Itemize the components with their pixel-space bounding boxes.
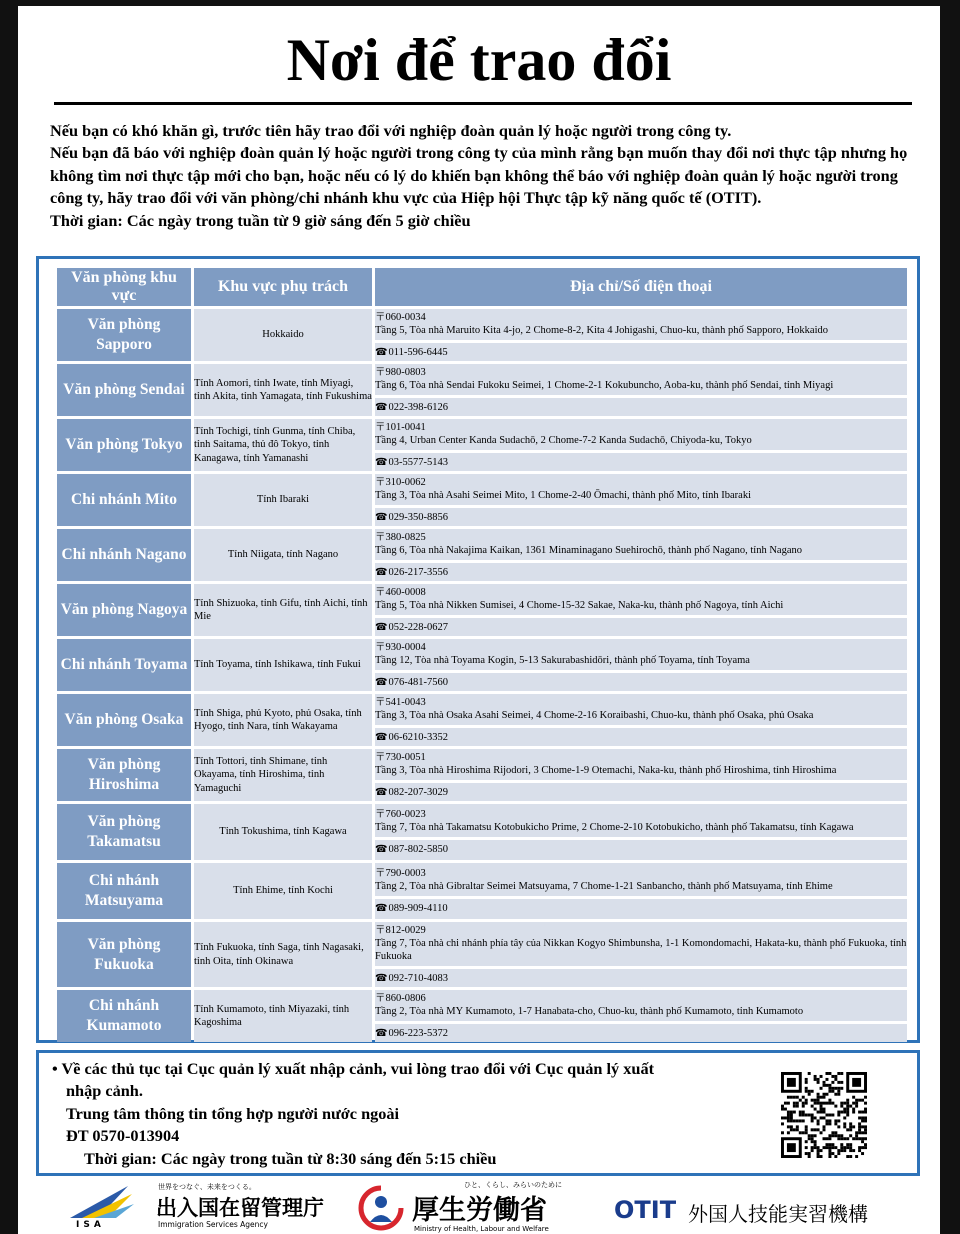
immigration-center: Trung tâm thông tin tổng hợp người nước ngoài [66,1103,400,1123]
immigration-phone: ĐT 0570-013904 [66,1126,180,1146]
postal-mark-icon: 〒 [375,809,386,820]
office-address-cell [375,419,907,471]
address-block [375,419,907,453]
table-row [57,863,907,919]
mhlw-name: 厚生労働省 [412,1195,547,1226]
immigration-info [52,1058,772,1170]
address-block [375,639,907,673]
office-address-cell [375,309,907,361]
office-address-cell [375,694,907,746]
office-area: Tỉnh Kumamoto, tỉnh Miyazaki, tỉnh Kagoshima [194,990,372,1042]
phone-line [375,969,907,987]
office-area: Tỉnh Niigata, tỉnh Nagano [194,529,372,581]
office-name [57,474,191,526]
office-address-cell [375,474,907,526]
office-area: Tỉnh Ehime, tỉnh Kochi [194,863,372,919]
office-name [57,990,191,1042]
phone-number[interactable]: 029-350-8856 [388,512,448,523]
office-area: Tỉnh Tokushima, tỉnh Kagawa [194,804,372,860]
address-text: Tầng 2, Tòa nhà MY Kumamoto, 1-7 Hanabata-cho, Chuo-ku, thành phố Kumamoto, tỉnh Kumamoto [375,1006,804,1017]
phone-icon: ☎ [375,622,388,633]
phone-number[interactable]: 011-596-6445 [388,347,448,358]
office-name-text: Văn phòng Fukuoka [87,935,161,973]
table-row [57,529,907,581]
phone-number[interactable]: 087-802-5850 [388,844,448,855]
intro-paragraph-2: Nếu bạn đã báo với nghiệp đoàn quản lý hoặc người trong công ty của mình rằng bạn muốn thay đổi nơi thực tập nhưng họ không tìm nơi thực tập mới cho bạn, hoặc nếu có lý do khiến bạn không thể báo với nghiệp đoàn quản lý hoặc người trong công ty, hãy trao đổi với văn phòng/chi nhánh khu vực của Hiệp hội Thực tập kỹ năng quốc tế (OTIT). [50,143,908,208]
address-text: Tầng 7, Tòa nhà Takamatsu Kotobukicho Prime, 2 Chome-2-10 Kotobukicho, thành phố Takamatsu, tỉnh Kagawa [375,822,854,833]
notice-page [18,6,940,1234]
office-area: Tỉnh Shiga, phủ Kyoto, phủ Osaka, tỉnh Hyogo, tỉnh Nara, tỉnh Wakayama [194,694,372,746]
phone-line [375,508,907,526]
phone-icon: ☎ [375,732,388,743]
phone-number[interactable]: 03-5577-5143 [388,457,448,468]
phone-line [375,899,907,917]
office-address-cell [375,922,907,987]
footer-logos [18,1180,940,1234]
postal-mark-icon: 〒 [375,422,386,433]
address-text: Tầng 3, Tòa nhà Osaka Asahi Seimei, 4 Chome-2-16 Koraibashi, Chuo-ku, thành phố Osaka, phủ Osaka [375,710,814,721]
isa-tagline: 世界をつなぐ、未来をつくる。 [158,1183,256,1191]
phone-number[interactable]: 082-207-3029 [388,787,448,798]
table-row [57,804,907,860]
postal-mark-icon: 〒 [375,925,386,936]
postal-code-value: 930-0004 [385,642,426,653]
postal-mark-icon: 〒 [375,367,386,378]
postal-code-value: 860-0806 [385,993,426,1004]
office-name [57,584,191,636]
table-row [57,749,907,801]
phone-icon: ☎ [375,512,388,523]
address-text: Tầng 2, Tòa nhà Gibraltar Seimei Matsuyama, 7 Chome-1-21 Sanbancho, thành phố Matsuyama, tỉnh Ehime [375,881,833,892]
office-address-cell [375,804,907,860]
office-name-text: Chi nhánh Mito [71,491,177,508]
postal-code [375,421,907,434]
postal-code [375,366,907,379]
address-text: Tầng 5, Tòa nhà Maruito Kita 4-jo, 2 Chome-8-2, Kita 4 Johigashi, Chuo-ku, thành phố Sapporo, Hokkaido [375,325,828,336]
table-row [57,639,907,691]
phone-number[interactable]: 022-398-6126 [388,402,448,413]
address-block [375,865,907,899]
postal-mark-icon: 〒 [375,477,386,488]
office-area: Hokkaido [194,309,372,361]
postal-code-value: 541-0043 [385,697,426,708]
office-area: Tỉnh Aomori, tỉnh Iwate, tỉnh Miyagi, tỉnh Akita, tỉnh Yamagata, tỉnh Fukushima [194,364,372,416]
office-area: Tỉnh Fukuoka, tỉnh Saga, tỉnh Nagasaki, tỉnh Oita, tỉnh Okinawa [194,922,372,987]
office-name-text: Văn phòng Nagoya [60,601,188,618]
office-area: Tỉnh Ibaraki [194,474,372,526]
phone-line [375,728,907,746]
office-area: Tỉnh Toyama, tỉnh Ishikawa, tỉnh Fukui [194,639,372,691]
office-area: Tỉnh Shizuoka, tỉnh Gifu, tỉnh Aichi, tỉnh Mie [194,584,372,636]
phone-icon: ☎ [375,567,388,578]
office-address-cell [375,529,907,581]
postal-mark-icon: 〒 [375,697,386,708]
office-name [57,639,191,691]
office-address-cell [375,639,907,691]
table-row [57,309,907,361]
office-name [57,309,191,361]
postal-code [375,867,907,880]
phone-number[interactable]: 026-217-3556 [388,567,448,578]
phone-icon: ☎ [375,973,388,984]
phone-line [375,618,907,636]
phone-number[interactable]: 092-710-4083 [388,973,448,984]
phone-line [375,343,907,361]
immigration-line-1: • Về các thủ tục tại Cục quản lý xuất nhập cảnh, vui lòng trao đổi với Cục quản lý xuất [52,1059,655,1078]
address-text: Tầng 4, Urban Center Kanda Sudachō, 2 Chome-7-2 Kanda Sudachō, Chiyoda-ku, Tokyo [375,435,752,446]
address-block [375,529,907,563]
table-row [57,419,907,471]
office-address-cell [375,990,907,1042]
office-address-cell [375,863,907,919]
phone-icon: ☎ [375,1028,388,1039]
office-name-text: Văn phòng Hiroshima [87,756,161,793]
intro-hours: Thời gian: Các ngày trong tuần từ 9 giờ sáng đến 5 giờ chiều [50,210,471,230]
postal-code [375,751,907,764]
isa-name: 出入国在留管理庁 [156,1196,324,1220]
office-name [57,749,191,801]
phone-icon: ☎ [375,457,388,468]
phone-icon: ☎ [375,903,388,914]
office-name [57,529,191,581]
phone-line [375,783,907,801]
postal-code-value: 060-0034 [385,312,426,323]
address-block [375,364,907,398]
address-text: Tầng 6, Tòa nhà Nakajima Kaikan, 1361 Minaminagano Suehirochō, thành phố Nagano, tỉnh Nagano [375,545,802,556]
address-text: Tầng 6, Tòa nhà Sendai Fukoku Seimei, 1 Chome-2-1 Kokubuncho, Aoba-ku, thành phố Sendai, tỉnh Miyagi [375,380,834,391]
phone-line [375,453,907,471]
office-name-text: Văn phòng Takamatsu [87,813,161,850]
postal-code-value: 101-0041 [385,422,426,433]
postal-mark-icon: 〒 [375,642,386,653]
postal-code [375,992,907,1005]
table-row [57,474,907,526]
page-title: Nơi để trao đổi [286,27,672,93]
isa-logo [66,1180,336,1234]
postal-code-value: 460-0008 [385,587,426,598]
phone-line [375,1024,907,1042]
phone-number[interactable]: 06-6210-3352 [388,732,448,743]
mhlw-english-name: Ministry of Health, Labour and Welfare [414,1225,549,1233]
offices-table [54,265,910,1045]
office-name-text: Văn phòng Tokyo [65,436,183,453]
office-area: Tỉnh Tottori, tỉnh Shimane, tỉnh Okayama, tỉnh Hiroshima, tỉnh Yamaguchi [194,749,372,801]
phone-icon: ☎ [375,677,388,688]
office-name-text: Chi nhánh Nagano [61,546,187,563]
isa-emblem-icon [68,1182,136,1222]
office-address-cell [375,584,907,636]
phone-number[interactable]: 096-223-5372 [388,1028,448,1039]
header-address: Địa chỉ/Số điện thoại [375,268,907,306]
office-name-text: Chi nhánh Matsuyama [84,872,164,909]
office-name-text: Chi nhánh Kumamoto [86,997,162,1034]
address-text: Tầng 7, Tòa nhà chi nhánh phía tây của Nikkan Kogyo Shimbunsha, 1-1 Komondomachi, Hakata-ku, thành phố Fukuoka, tỉnh Fukuoka [375,938,907,962]
postal-code-value: 760-0023 [385,809,426,820]
postal-code-value: 812-0029 [385,925,426,936]
offices-table-body [57,309,907,1042]
phone-line [375,563,907,581]
postal-mark-icon: 〒 [375,532,386,543]
phone-icon: ☎ [375,844,388,855]
qr-code-icon[interactable] [781,1072,867,1158]
address-block [375,309,907,343]
office-name-text: Văn phòng Sendai [63,381,185,398]
postal-mark-icon: 〒 [375,587,386,598]
mhlw-logo [356,1180,596,1234]
phone-number[interactable]: 076-481-7560 [388,677,448,688]
postal-code-value: 730-0051 [385,752,426,763]
address-text: Tầng 5, Tòa nhà Nikken Sumisei, 4 Chome-15-32 Sakae, Naka-ku, thành phố Nagoya, tỉnh Aichi [375,600,784,611]
header-area: Khu vực phụ trách [194,268,372,306]
office-name [57,922,191,987]
postal-code [375,311,907,324]
postal-code-value: 980-0803 [385,367,426,378]
mhlw-tagline: ひと、くらし、みらいのために [464,1181,562,1189]
postal-code [375,641,907,654]
postal-code [375,476,907,489]
immigration-hours: Thời gian: Các ngày trong tuần từ 8:30 sáng đến 5:15 chiều [84,1148,497,1168]
address-block [375,990,907,1024]
mhlw-emblem-icon [356,1182,406,1232]
phone-number[interactable]: 052-228-0627 [388,622,448,633]
office-area: Tỉnh Tochigi, tỉnh Gunma, tỉnh Chiba, tỉnh Saitama, thủ đô Tokyo, tỉnh Kanagawa, tỉnh Yamanashi [194,419,372,471]
address-block [375,584,907,618]
office-name-text: Văn phòng Osaka [64,711,184,728]
table-row [57,694,907,746]
office-name [57,804,191,860]
postal-mark-icon: 〒 [375,993,386,1004]
phone-line [375,398,907,416]
office-name [57,419,191,471]
isa-mark: ISA [76,1220,105,1230]
intro-text [50,120,920,232]
phone-line [375,840,907,858]
immigration-line-2: nhập cảnh. [66,1081,143,1101]
office-name [57,694,191,746]
postal-code [375,808,907,821]
postal-mark-icon: 〒 [375,868,386,879]
office-address-cell [375,749,907,801]
address-block [375,749,907,783]
phone-number[interactable]: 089-909-4110 [388,903,448,914]
title-divider [54,102,912,105]
otit-name: 外国人技能実習機構 [688,1202,868,1226]
office-name [57,364,191,416]
otit-logo [614,1180,914,1234]
postal-code [375,696,907,709]
address-block [375,922,907,969]
intro-paragraph-1: Nếu bạn có khó khăn gì, trước tiên hãy trao đổi với nghiệp đoàn quản lý hoặc người trong công ty. [50,121,732,140]
postal-code-value: 790-0003 [385,868,426,879]
office-address-cell [375,364,907,416]
office-name [57,863,191,919]
table-row [57,584,907,636]
postal-code [375,531,907,544]
isa-english-name: Immigration Services Agency [158,1220,268,1229]
postal-mark-icon: 〒 [375,752,386,763]
address-block [375,806,907,840]
table-row [57,990,907,1042]
office-name-text: Chi nhánh Toyama [60,656,188,673]
table-header-row [57,268,907,306]
otit-mark: OTIT [614,1196,677,1224]
phone-line [375,673,907,691]
postal-mark-icon: 〒 [375,312,386,323]
office-name-text: Văn phòng Sapporo [87,316,161,353]
table-row [57,364,907,416]
postal-code-value: 310-0062 [385,477,426,488]
postal-code [375,924,907,937]
postal-code [375,586,907,599]
phone-icon: ☎ [375,347,388,358]
phone-icon: ☎ [375,787,388,798]
address-text: Tầng 12, Tòa nhà Toyama Kogin, 5-13 Sakurabashidōri, thành phố Toyama, tỉnh Toyama [375,655,750,666]
address-block [375,694,907,728]
table-row [57,922,907,987]
address-block [375,474,907,508]
address-text: Tầng 3, Tòa nhà Asahi Seimei Mito, 1 Chome-2-40 Ōmachi, thành phố Mito, tỉnh Ibaraki [375,490,751,501]
postal-code-value: 380-0825 [385,532,426,543]
address-text: Tầng 3, Tòa nhà Hiroshima Rijodori, 3 Chome-1-9 Otemachi, Naka-ku, thành phố Hiroshima, tỉnh Hiroshima [375,765,837,776]
header-office: Văn phòng khu vực [57,268,191,306]
phone-icon: ☎ [375,402,388,413]
